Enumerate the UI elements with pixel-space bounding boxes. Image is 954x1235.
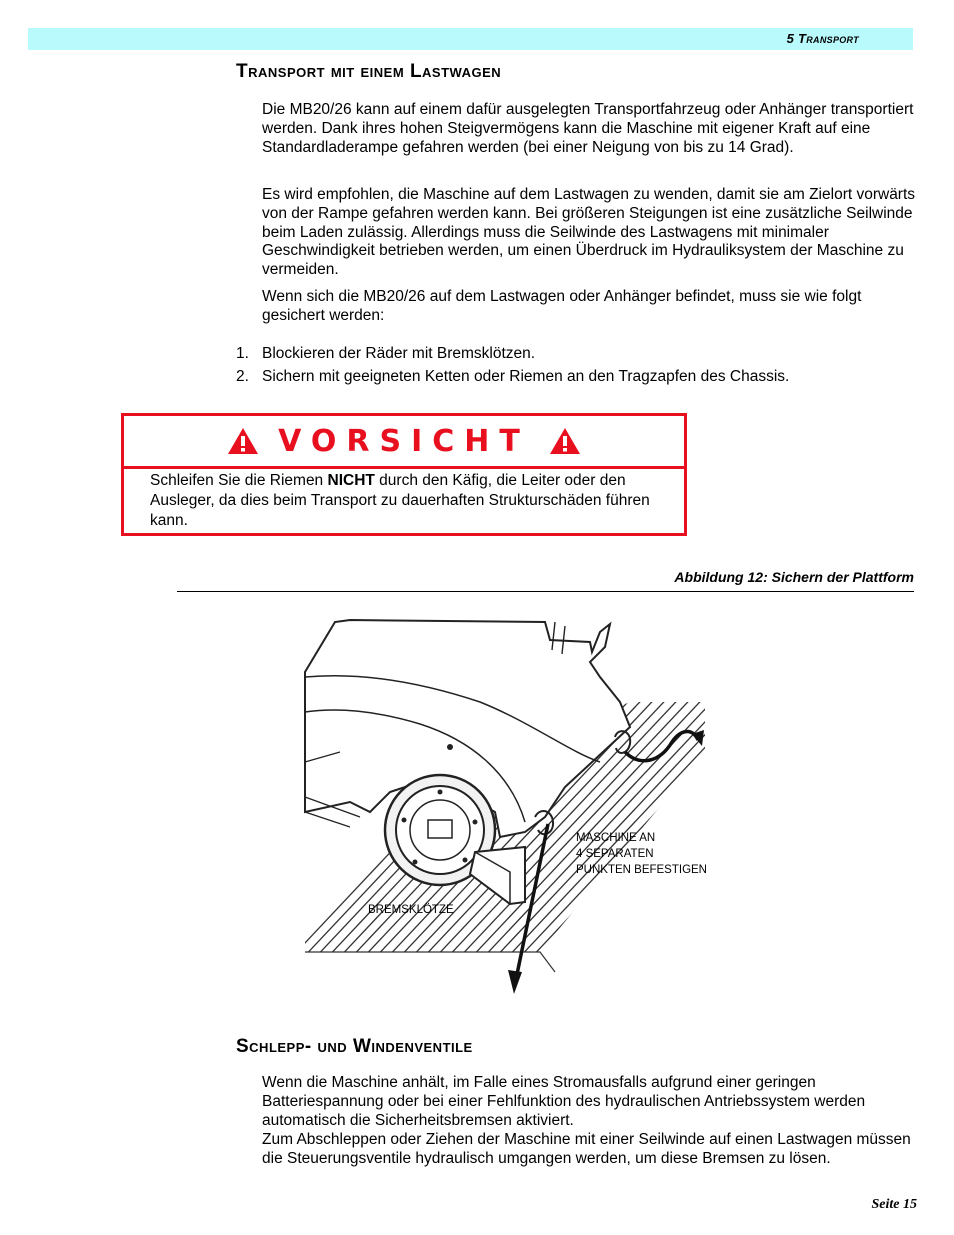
paragraph: Es wird empfohlen, die Maschine auf dem Lastwagen zu wenden, damit sie am Zielort vorwärts von der Rampe gefahren werden kann. Bei größeren Steigungen ist eine zusätzliche Seilwinde beim Laden zulässig. Allerdings muss die Seilwinde des Lastwagens mit minimaler Geschwindigkeit betrieben werden, um einen Überdruck im Hydrauliksystem der Maschine zu vermeiden.	[262, 186, 916, 279]
warning-header	[124, 416, 684, 469]
label-tie-down-points: MASCHINE AN 4 SEPARATEN PUNKTEN BEFESTIGEN	[576, 832, 707, 876]
list-item	[236, 365, 916, 388]
list-item-text: Sichern mit geeigneten Ketten oder Riemen an den Tragzapfen des Chassis.	[262, 368, 790, 385]
machine-on-truck-illustration	[300, 612, 730, 1007]
warning-text-start: Schleifen Sie die Riemen	[150, 472, 328, 489]
warning-text-emphasis: NICHT	[327, 472, 375, 489]
figure-rule	[177, 591, 914, 592]
list-item	[236, 342, 916, 365]
list-item-number: 1.	[236, 345, 249, 362]
warning-box	[121, 413, 687, 536]
paragraph: Die MB20/26 kann auf einem dafür ausgelegten Transportfahrzeug oder Anhänger transportiert werden. Dank ihres hohen Steigvermögens kann die Maschine mit eigener Kraft auf eine Standardladerampe gefahren werden (bei einer Neigung von bis zu 14 Grad).	[262, 101, 914, 156]
warning-text	[124, 469, 684, 531]
section-title-tow-valves: Schlepp- und Windenventile	[236, 1036, 473, 1057]
paragraph: Wenn die Maschine anhält, im Falle eines Stromausfalls aufgrund einer geringen Batteriespannung oder bei einer Fehlfunktion des hydraulischen Antriebssystem werden automatisch die Sicherheitsbremsen aktiviert.	[262, 1074, 866, 1129]
paragraph: Wenn sich die MB20/26 auf dem Lastwagen oder Anhänger befindet, muss sie wie folgt gesichert werden:	[262, 288, 862, 324]
figure-caption: Abbildung 12: Sichern der Plattform	[674, 569, 914, 585]
warning-triangle-icon	[226, 426, 260, 456]
header-bar	[28, 28, 913, 50]
securing-steps-list	[236, 342, 916, 388]
warning-title: VORSICHT	[278, 423, 530, 459]
section-title-transport: Transport mit einem Lastwagen	[236, 61, 502, 82]
page-number: Seite 15	[871, 1197, 917, 1212]
wheel-chock	[470, 847, 525, 904]
label-wheel-chocks: BREMSKLÖTZE	[368, 904, 454, 916]
warning-triangle-icon	[548, 426, 582, 456]
warning-text-end: durch den Käfig, die Leiter oder den Ausleger, da dies beim Transport zu dauerhaften Strukturschäden führen kann.	[150, 472, 650, 529]
figure-securing-platform	[300, 612, 730, 1007]
list-item-text: Blockieren der Räder mit Bremsklötzen.	[262, 345, 536, 362]
running-header: 5 Transport	[786, 31, 859, 46]
list-item-number: 2.	[236, 368, 249, 385]
paragraph: Zum Abschleppen oder Ziehen der Maschine mit einer Seilwinde auf einen Lastwagen müssen die Steuerungsventile hydraulisch umgangen werden, um diese Bremsen zu lösen.	[262, 1131, 911, 1167]
